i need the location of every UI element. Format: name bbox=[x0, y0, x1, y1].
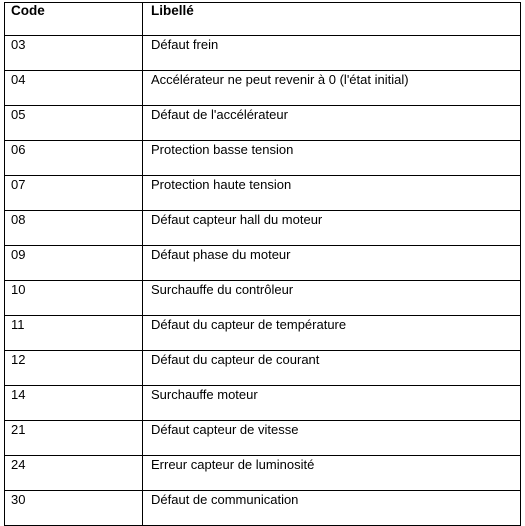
table-row bbox=[5, 316, 521, 351]
cell-label: Défaut de communication bbox=[143, 491, 521, 526]
table-row bbox=[5, 246, 521, 281]
table-row bbox=[5, 211, 521, 246]
cell-label: Défaut capteur hall du moteur bbox=[143, 211, 521, 246]
cell-label: Protection basse tension bbox=[143, 141, 521, 176]
cell-label: Défaut du capteur de courant bbox=[143, 351, 521, 386]
cell-label: Erreur capteur de luminosité bbox=[143, 456, 521, 491]
cell-code: 14 bbox=[5, 386, 143, 421]
cell-label: Défaut capteur de vitesse bbox=[143, 421, 521, 456]
cell-label: Défaut de l'accélérateur bbox=[143, 106, 521, 141]
table-header-row bbox=[5, 3, 521, 36]
cell-code: 09 bbox=[5, 246, 143, 281]
table-body bbox=[5, 36, 521, 526]
table-row bbox=[5, 421, 521, 456]
table-row bbox=[5, 36, 521, 71]
cell-code: 24 bbox=[5, 456, 143, 491]
error-code-table bbox=[4, 2, 521, 526]
table-row bbox=[5, 456, 521, 491]
header-code: Code bbox=[5, 3, 143, 36]
table-header bbox=[5, 3, 521, 36]
table-row bbox=[5, 386, 521, 421]
cell-code: 12 bbox=[5, 351, 143, 386]
cell-code: 04 bbox=[5, 71, 143, 106]
header-label: Libellé bbox=[143, 3, 521, 36]
cell-label: Défaut phase du moteur bbox=[143, 246, 521, 281]
cell-code: 05 bbox=[5, 106, 143, 141]
cell-code: 30 bbox=[5, 491, 143, 526]
cell-label: Défaut du capteur de température bbox=[143, 316, 521, 351]
table-row bbox=[5, 351, 521, 386]
table-row bbox=[5, 176, 521, 211]
table-row bbox=[5, 491, 521, 526]
cell-code: 11 bbox=[5, 316, 143, 351]
cell-label: Surchauffe du contrôleur bbox=[143, 281, 521, 316]
cell-label: Surchauffe moteur bbox=[143, 386, 521, 421]
cell-label: Accélérateur ne peut revenir à 0 (l'état initial) bbox=[143, 71, 521, 106]
table-row bbox=[5, 71, 521, 106]
cell-label: Protection haute tension bbox=[143, 176, 521, 211]
cell-code: 21 bbox=[5, 421, 143, 456]
cell-code: 07 bbox=[5, 176, 143, 211]
table-row bbox=[5, 141, 521, 176]
cell-code: 08 bbox=[5, 211, 143, 246]
cell-code: 03 bbox=[5, 36, 143, 71]
cell-code: 10 bbox=[5, 281, 143, 316]
cell-code: 06 bbox=[5, 141, 143, 176]
cell-label: Défaut frein bbox=[143, 36, 521, 71]
table-row bbox=[5, 281, 521, 316]
table-row bbox=[5, 106, 521, 141]
